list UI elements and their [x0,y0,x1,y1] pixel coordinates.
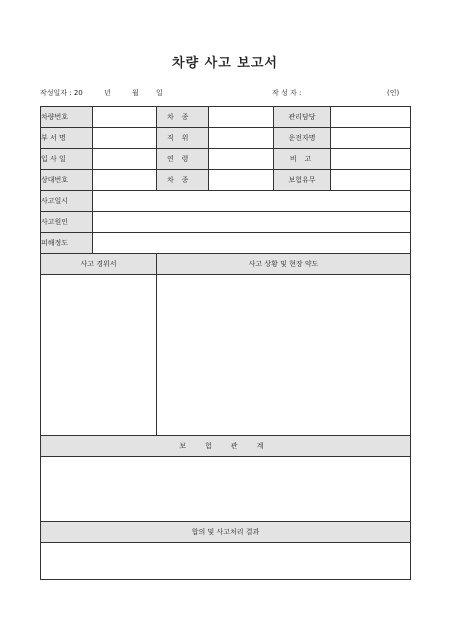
position-field[interactable] [209,128,274,149]
settlement-result-header: 합의 및 사고처리 결과 [41,522,411,543]
insurance-relations-area[interactable] [41,457,411,522]
section-header-row [41,254,411,275]
damage-extent-label: 피해정도 [41,233,93,254]
form-row [41,191,411,212]
insurance-status-label: 보험유무 [274,170,331,191]
age-label: 연 령 [157,149,209,170]
document-title: 차량 사고 보고서 [172,56,278,71]
form-row [41,233,411,254]
day-unit: 일 [156,89,163,97]
form-row [41,107,411,128]
form-row [41,170,411,191]
section-body-row [41,543,411,580]
settlement-result-area[interactable] [41,543,411,580]
remarks-field[interactable] [331,149,411,170]
section-body-row [41,275,411,436]
vehicle-number-field[interactable] [93,107,157,128]
section-header-row [41,522,411,543]
damage-extent-field[interactable] [93,233,411,254]
accident-datetime-label: 사고일시 [41,191,93,212]
other-party-number-field[interactable] [93,170,157,191]
driver-name-label: 운전자명 [274,128,331,149]
manager-field[interactable] [331,107,411,128]
accident-datetime-field[interactable] [93,191,411,212]
remarks-label: 비 고 [274,149,331,170]
accident-narrative-area[interactable] [41,275,157,436]
section-header-row [41,436,411,457]
department-label: 부 서 명 [41,128,93,149]
other-vehicle-type-label: 차 종 [157,170,209,191]
form-row [41,149,411,170]
hire-date-field[interactable] [93,149,157,170]
department-field[interactable] [93,128,157,149]
accident-cause-label: 사고원인 [41,212,93,233]
hire-date-label: 입 사 일 [41,149,93,170]
insurance-status-field[interactable] [331,170,411,191]
driver-name-field[interactable] [331,128,411,149]
other-vehicle-type-field[interactable] [209,170,274,191]
accident-sketch-header: 사고 상황 및 현장 약도 [157,254,411,275]
author-label: 작 성 자 : [272,89,302,97]
form-row [41,212,411,233]
month-unit: 월 [132,89,139,97]
accident-sketch-area[interactable] [157,275,411,436]
seal-mark: (인) [387,89,400,97]
insurance-relations-header: 보 험 관 계 [41,436,411,457]
form-row [41,128,411,149]
section-body-row [41,457,411,522]
accident-narrative-header: 사고 경위서 [41,254,157,275]
accident-cause-field[interactable] [93,212,411,233]
report-form-table [40,106,411,580]
vehicle-type-field[interactable] [209,107,274,128]
manager-label: 관리담당 [274,107,331,128]
other-party-number-label: 상대번호 [41,170,93,191]
date-label: 작성일자 : 20 [40,89,83,97]
year-unit: 년 [104,89,111,97]
vehicle-number-label: 차량번호 [41,107,93,128]
position-label: 직 위 [157,128,209,149]
age-field[interactable] [209,149,274,170]
vehicle-type-label: 차 종 [157,107,209,128]
